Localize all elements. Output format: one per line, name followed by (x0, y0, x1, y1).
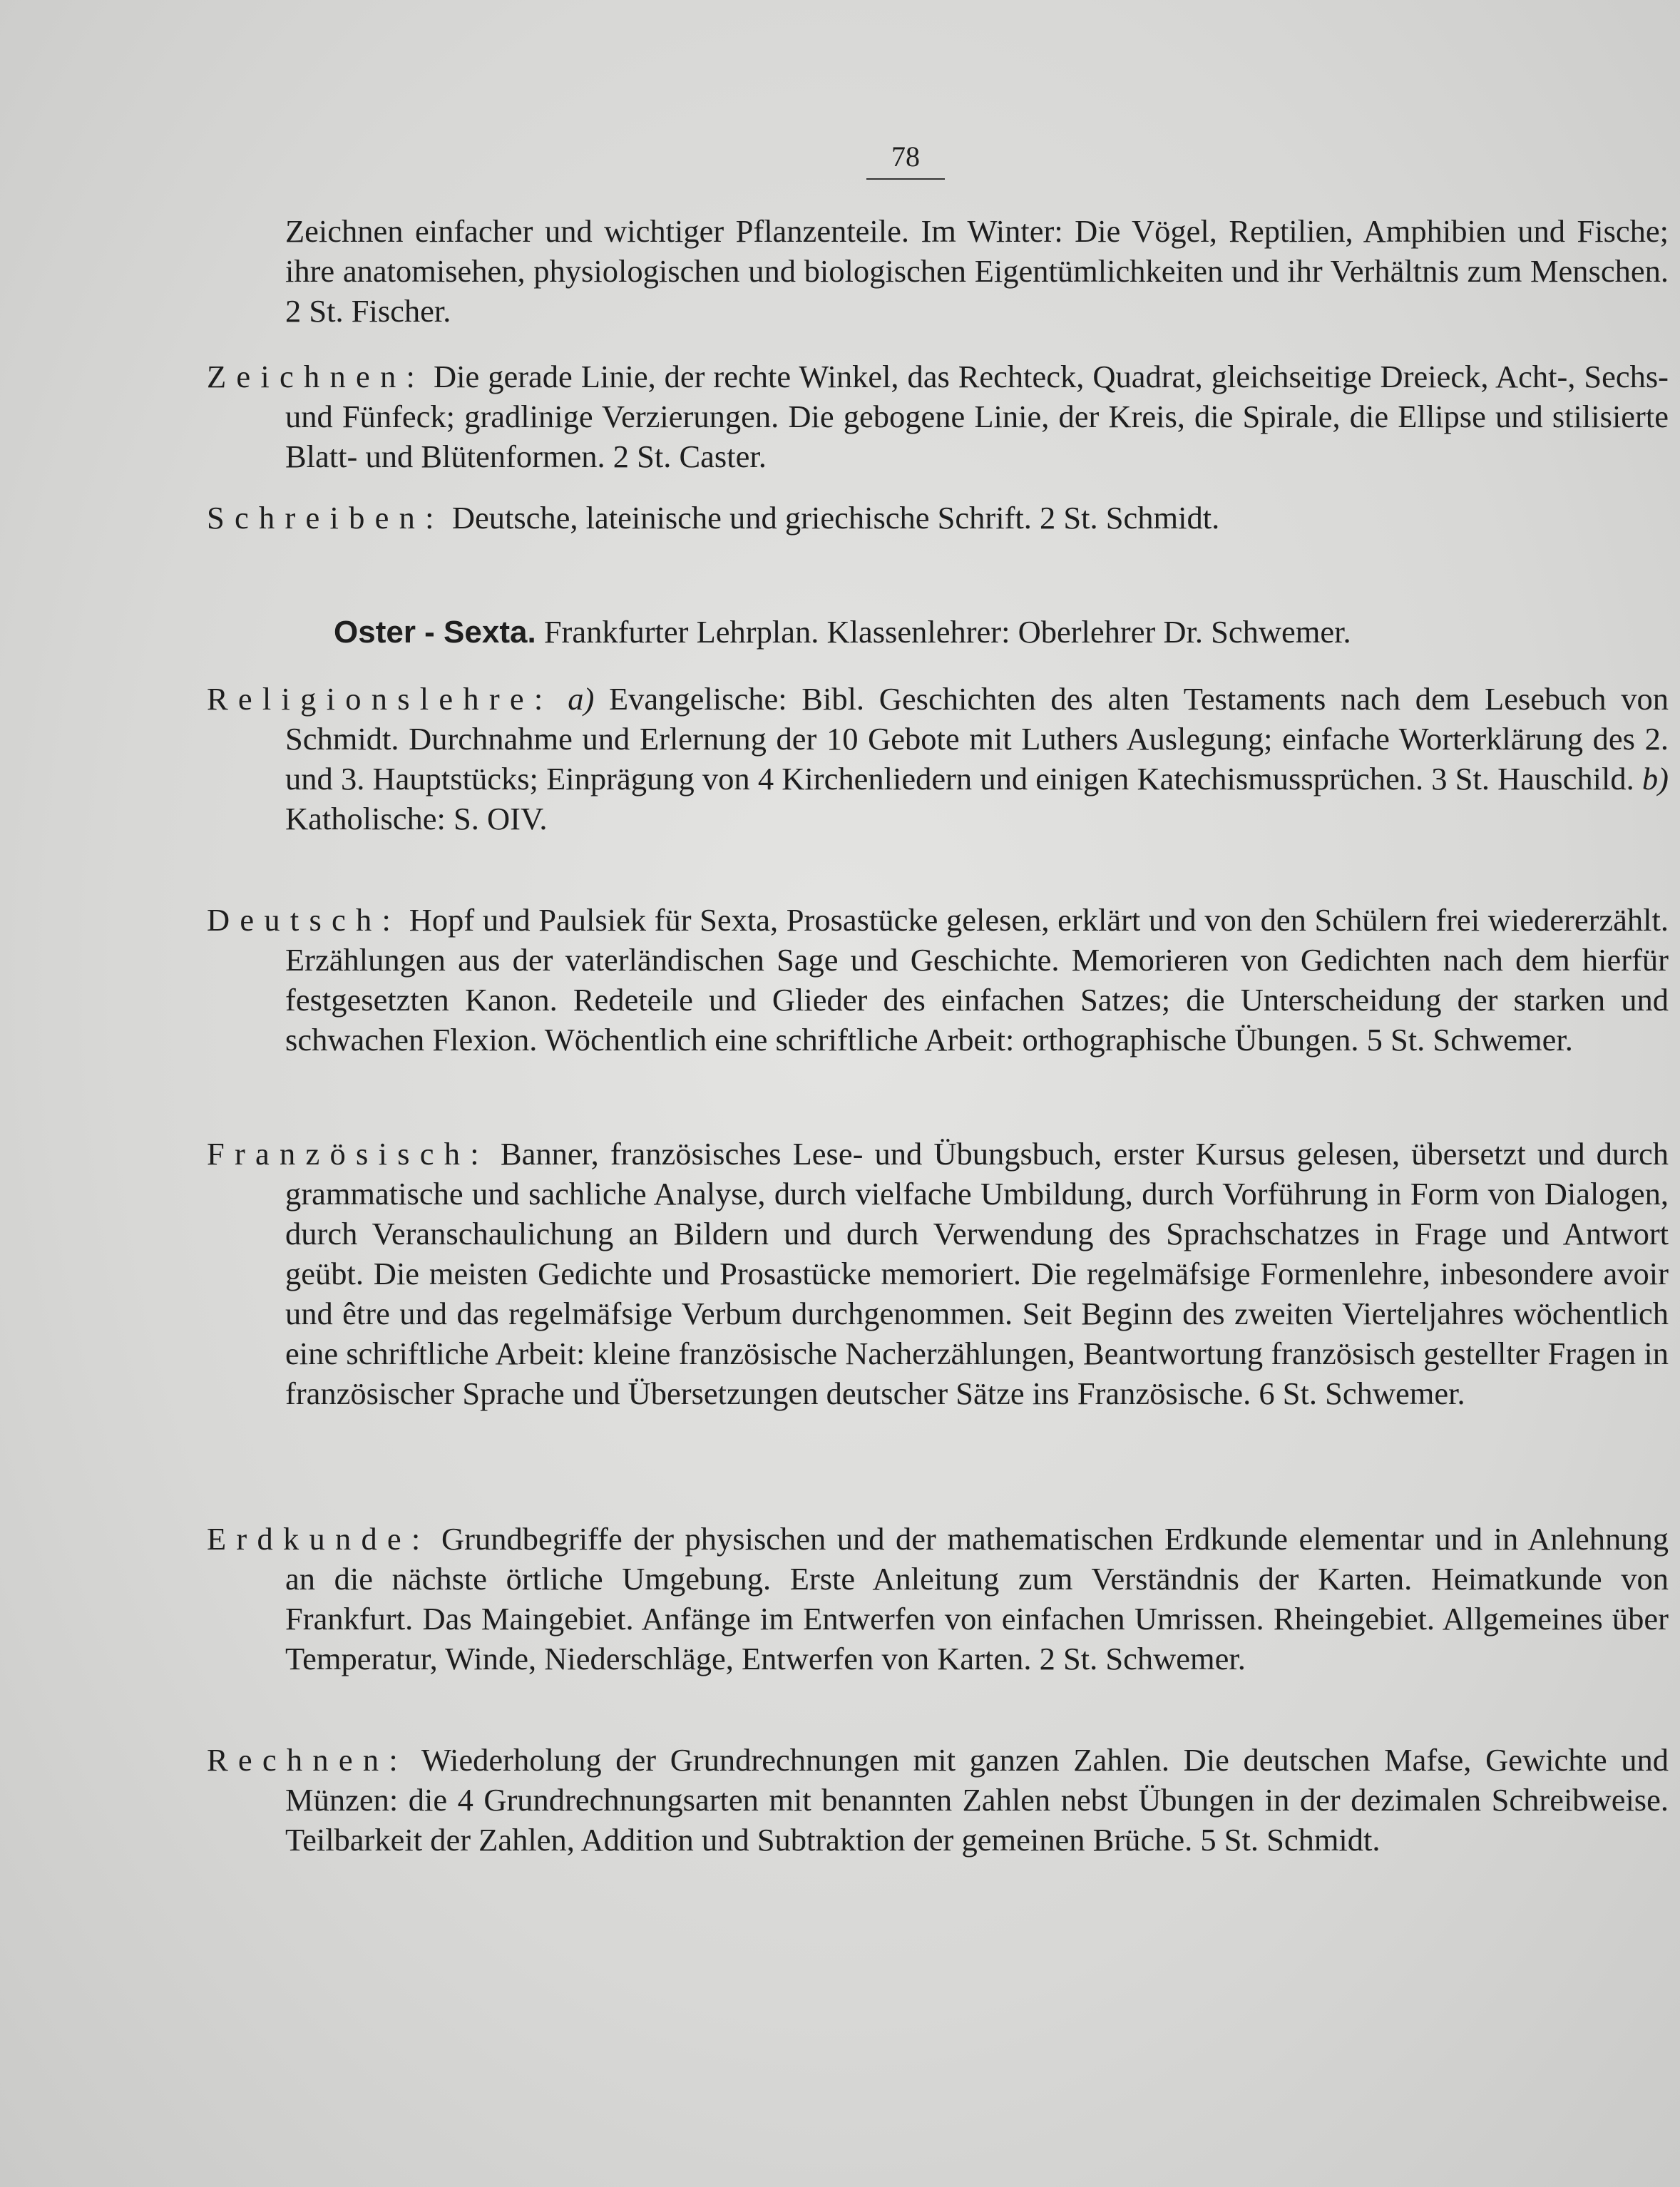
subject-term: Deutsch: (207, 902, 401, 938)
page-number: 78 (891, 140, 920, 173)
class-heading (334, 612, 1589, 652)
class-heading-text: Frankfurter Lehrplan. Klassenlehrer: Oberlehrer Dr. Schwemer. (536, 614, 1351, 650)
paragraph-text: Katholische: S. OIV. (285, 801, 548, 836)
paragraph-continued-biology (207, 211, 1669, 331)
paragraph-religionslehre (207, 679, 1669, 839)
paragraph-text: Grundbegriffe der physischen und der mathematischen Erdkunde elementar und in Anlehnung an die nächste örtliche Umgebung. Erste Anleitung zum Verständnis der Karten. Heimatkunde von Frankfurt. Das Maingebiet. Anfänge im Entwerfen von einfachen Umrissen. Rheingebiet. Allgemeines über Temperatur, Winde, Niederschläge, Entwerfen von Karten. 2 St. Schwemer. (285, 1521, 1669, 1676)
paragraph-zeichnen (207, 357, 1669, 476)
class-title: Oster - Sexta. (334, 615, 536, 650)
enum-b: b) (1641, 761, 1669, 797)
subject-term: Französisch: (207, 1136, 489, 1172)
subject-term: Zeichnen: (207, 359, 426, 394)
paragraph-text: Die gerade Linie, der rechte Winkel, das Rechteck, Quadrat, gleichseitige Dreieck, Acht-, Sechs- und Fünfeck; gradlinige Verzierungen. Die gebogene Linie, der Kreis, die Spirale, die Ellipse und stilisierte Blatt- und Blütenformen. 2 St. Caster. (285, 359, 1669, 474)
paragraph-franzoesisch (207, 1134, 1669, 1413)
subject-term: Schreiben: (207, 500, 444, 536)
page-number-rule (866, 178, 945, 180)
paragraph-text: Zeichnen einfacher und wichtiger Pflanzenteile. Im Winter: Die Vögel, Reptilien, Amphibien und Fische; ihre anatomisehen, physiologischen und biologischen Eigentümlichkeiten und ihr Verhältnis zum Menschen. 2 St. Fischer. (285, 213, 1669, 329)
subject-term: Rechnen: (207, 1742, 408, 1778)
subject-term: Religionslehre: (207, 681, 553, 717)
paragraph-erdkunde (207, 1519, 1669, 1679)
paragraph-text: Evangelische: Bibl. Geschichten des alten Testaments nach dem Lesebuch von Schmidt. Durchnahme und Erlernung der 10 Gebote mit Luthers Auslegung; einfache Worterklärung des 2. und 3. Hauptstücks; Einprägung von 4 Kirchenliedern und einigen Katechismussprüchen. 3 St. Hauschild. (285, 681, 1669, 797)
paragraph-schreiben (207, 498, 1669, 538)
paragraph-rechnen (207, 1740, 1669, 1860)
paragraph-deutsch (207, 900, 1669, 1060)
paragraph-text: Banner, französisches Lese- und Übungsbuch, erster Kursus gelesen, übersetzt und durch grammatische und sachliche Analyse, durch vielfache Umbildung, durch Vorführung in Form von Dialogen, durch Veranschaulichung an Bildern und durch Verwendung des Sprachschatzes in Frage und Antwort geübt. Die meisten Gedichte und Prosastücke memoriert. Die regelmäfsige Formenlehre, inbesondere avoir und être und das regelmäfsige Verbum durchgenommen. Seit Beginn des zweiten Vierteljahres wöchentlich eine schriftliche Arbeit: kleine französische Nacherzählungen, Beantwortung französisch gestellter Fragen in französischer Sprache und Übersetzungen deutscher Sätze ins Französische. 6 St. Schwemer. (285, 1136, 1669, 1411)
paragraph-text: Deutsche, lateinische und griechische Schrift. 2 St. Schmidt. (444, 500, 1220, 536)
paragraph-text: Wiederholung der Grundrechnungen mit ganzen Zahlen. Die deutschen Mafse, Gewichte und Münzen: die 4 Grundrechnungsarten mit benannten Zahlen nebst Übungen in der dezimalen Schreibweise. Teilbarkeit der Zahlen, Addition und Subtraktion der gemeinen Brüche. 5 St. Schmidt. (285, 1742, 1669, 1858)
paragraph-text: Hopf und Paulsiek für Sexta, Prosastücke gelesen, erklärt und von den Schülern frei wiedererzählt. Erzählungen aus der vaterländischen Sage und Geschichte. Memorieren von Gedichten nach dem hierfür festgesetzten Kanon. Redeteile und Glieder des einfachen Satzes; die Unterscheidung der starken und schwachen Flexion. Wöchentlich eine schriftliche Arbeit: orthographische Übungen. 5 St. Schwemer. (285, 902, 1669, 1057)
enum-a: a) (568, 681, 595, 717)
subject-term: Erdkunde: (207, 1521, 431, 1557)
